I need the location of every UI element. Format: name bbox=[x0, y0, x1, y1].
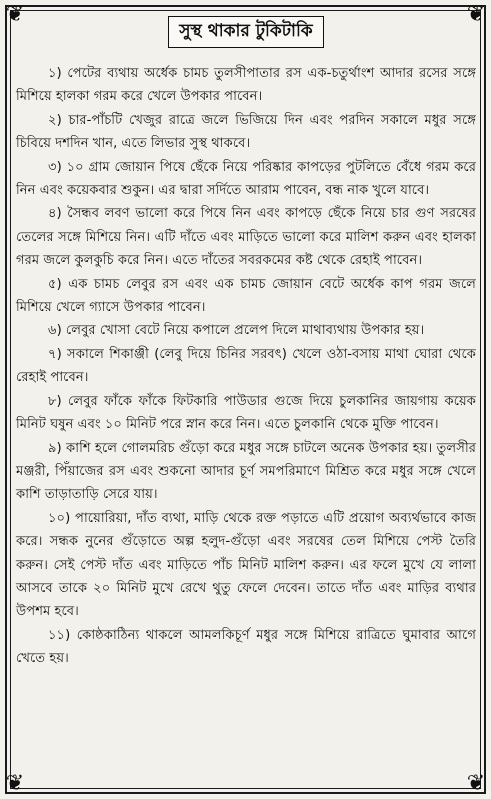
corner-ornament-icon: ❦ bbox=[5, 771, 25, 796]
corner-ornament-icon: ❦ bbox=[466, 2, 486, 27]
tip-item: ১০) পায়োরিয়া, দাঁত ব্যথা, মাড়ি থেকে রক্ত পড়াতে এটি প্রয়োগ অব্যর্থভাবে কাজ করে। সন্ধক নুনের গুঁড়োতে অল্প হলুদ-গুঁড়ো এবং সরষের তেল মিশিয়ে পেস্ট তৈরি করুন। সেই পেস্ট দাঁত এবং মাড়িতে পাঁচ মিনিট মালিশ করুন। এর ফলে মুখে যে লালা আসবে তাকে ২০ মিনিট মুখে রেখে থুতু ফেলে দেবেন। তাতে দাঁত এবং মাড়ির ব্যথার উপশম হবে। bbox=[16, 510, 476, 620]
tip-item: ১) পেটের ব্যথায় অর্ধেক চামচ তুলসীপাতার রস এক-চতুর্থাংশ আদার রসের সঙ্গে মিশিয়ে হালকা গরম করে খেলে উপকার পাবেন। bbox=[16, 66, 476, 105]
corner-ornament-icon: ❦ bbox=[5, 2, 25, 27]
tip-item: ৫) এক চামচ লেবুর রস এবং এক চামচ জোয়ান বেটে অর্ধেক কাপ গরম জলে মিশিয়ে খেলে গ্যাসে উপকার পাবেন। bbox=[16, 276, 476, 316]
tip-item: ১১) কোষ্ঠকাঠিন্য থাকলে আমলকিচূর্ণ মধুর সঙ্গে মিশিয়ে রাত্রিতে ঘুমাবার আগে খেতে হয়। bbox=[16, 627, 476, 667]
corner-ornament-icon: ❦ bbox=[466, 771, 486, 796]
tip-item: ৬) লেবুর খোসা বেটে নিয়ে কপালে প্রলেপ দিলে মাথাব্যথায় উপকার হয়। bbox=[48, 323, 425, 339]
tip-item: ৩) ১০ গ্রাম জোয়ান পিষে ছেঁকে নিয়ে পরিষ্কার কাপড়ের পুটলিতে বেঁধে গরম করে নিন এবং কয়েকবার শুকুন। এর দ্বারা সর্দিতে আরাম পাবেন, বন্ধ নাক খুলে যাবে। bbox=[16, 159, 476, 199]
page-title: সুস্থ থাকার টুকিটাকি bbox=[168, 16, 324, 48]
tip-item: ৮) লেবুর ফাঁকে ফাঁকে ফিটকারি পাউডার গুজে দিয়ে চুলকানির জায়গায় কয়েক মিনিট ঘষুন এবং ১০ মিনিট পরে স্নান করে নিন। এতে চুলকানি থেকে মুক্তি পাবেন। bbox=[16, 393, 476, 433]
tip-item: ৯) কাশি হলে গোলমরিচ গুঁড়ো করে মধুর সঙ্গে চাটলে অনেক উপকার হয়। তুলসীর মঞ্জরী, পিঁয়াজের রস এবং শুকনো আদার চূর্ণ সমপরিমাণে মিশ্রিত করে মধুর সঙ্গে খেলে কাশি তাড়াতাড়ি সেরে যায়। bbox=[16, 440, 476, 503]
tip-item: ৭) সকালে শিকাঞ্জী (লেবু দিয়ে চিনির সরবৎ) খেলে ওঠা-বসায় মাথা ঘোরা থেকে রেহাই পাবেন। bbox=[16, 346, 476, 386]
tip-item: ৪) সৈন্ধব লবণ ভালো করে পিষে নিন এবং কাপড়ে ছেঁকে নিয়ে চার গুণ সরষের তেলের সঙ্গে মিশিয়ে নিন। এটি দাঁতে এবং মাড়িতে ভালো করে মালিশ করুন এবং হালকা গরম জলে কুলকুচি করে নিন। এতে দাঁতের সবরকমের কষ্ট থেকে রেহাই পাবেন। bbox=[16, 206, 476, 269]
tip-item: ২) চার-পাঁচটি খেজুর রাত্রে জলে ভিজিয়ে দিন এবং পরদিন সকালে মধুর সঙ্গে চিবিয়ে দশদিন খান, এতে লিভার সুস্থ থাকবে। bbox=[16, 112, 476, 152]
tips-list bbox=[16, 62, 476, 671]
